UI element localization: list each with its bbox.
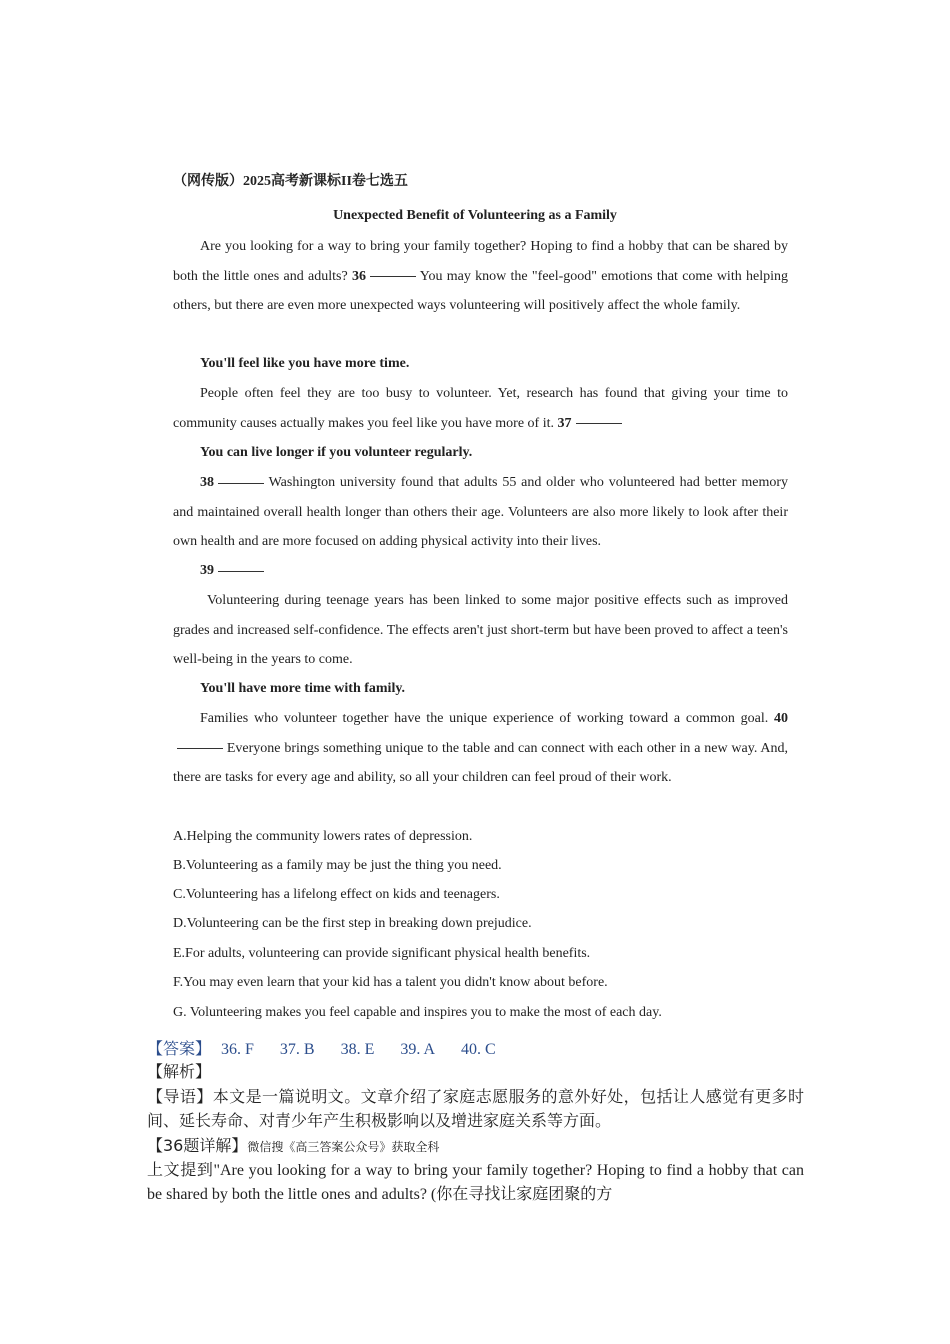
paragraph-family-time-text-a: Families who volunteer together have the unique experience of working toward a common goal. <box>200 711 769 726</box>
detail-36-text: 上文提到"Are you looking for a way to bring your family together? Hoping to find a hobby that can be shared by both the little ones and adults? (你在寻找让家庭团聚的方 <box>147 1162 804 1203</box>
subheading-more-time: You'll feel like you have more time. <box>200 356 410 371</box>
paragraph-live-longer-text: Washington university found that adults 55 and older who volunteered had better memory and maintained overall health longer than others their age. Volunteers are also more likely to look after their own health and are more focused on adding physical activity into their lives. <box>173 475 788 549</box>
question-38-blank <box>218 482 264 484</box>
paragraph-live-longer <box>173 468 788 557</box>
analysis-tag: 【解析】 <box>147 1062 212 1081</box>
option-a: A.Helping the community lowers rates of depression. <box>173 829 473 844</box>
question-37-number: 37 <box>557 415 572 431</box>
question-39-line <box>200 563 264 579</box>
guide-section <box>147 1085 804 1133</box>
guide-tag: 【导语】 <box>147 1087 213 1106</box>
option-g: G. Volunteering makes you feel capable and inspires you to make the most of each day. <box>173 1005 662 1020</box>
question-36-blank <box>370 275 416 277</box>
question-39-number: 39 <box>200 563 214 578</box>
option-c: C.Volunteering has a lifelong effect on kids and teenagers. <box>173 887 500 902</box>
detail-36-tag: 【36题详解】 <box>147 1136 248 1155</box>
question-39-blank <box>218 570 264 572</box>
intro-text-b: You may know the "feel-good" emotions that come with helping others, but there are even more unexpected ways volunteering will positively affect the whole family. <box>173 268 789 313</box>
paragraph-teenagers: Volunteering during teenage years has been linked to some major positive effects such as improved grades and increased self-confidence. The effects aren't just short-term but have been proved to affect a teen's well-being in the years to come. <box>173 593 788 667</box>
subheading-family-time: You'll have more time with family. <box>200 681 406 696</box>
answer-40: 40. C <box>461 1041 496 1058</box>
option-d: D.Volunteering can be the first step in breaking down prejudice. <box>173 916 532 931</box>
option-e: E.For adults, volunteering can provide significant physical health benefits. <box>173 946 591 961</box>
intro-paragraph <box>173 232 788 321</box>
passage-title: Unexpected Benefit of Volunteering as a Family <box>333 208 617 223</box>
paragraph-family-time <box>173 704 788 793</box>
question-40-number: 40 <box>774 711 788 726</box>
guide-text: 本文是一篇说明文。文章介绍了家庭志愿服务的意外好处，包括让人感觉有更多时间、延长寿命、对青少年产生积极影响以及增进家庭关系等方面。 <box>147 1087 804 1130</box>
intro-text-a: Are you looking for a way to bring your family together? Hoping to find a hobby that can be shared by both the little ones and adults? <box>173 239 788 284</box>
exam-heading: （网传版）2025高考新课标II卷七选五 <box>173 174 408 189</box>
option-f: F.You may even learn that your kid has a talent you didn't know about before. <box>173 975 608 990</box>
question-36-number: 36 <box>351 268 366 284</box>
paragraph-more-time-text: People often feel they are too busy to volunteer. Yet, research has found that giving your time to community causes actually makes you feel like you have more of it. <box>173 386 788 431</box>
paragraph-family-time-text-b: Everyone brings something unique to the table and can connect with each other in a new way. And, there are tasks for every age and ability, so all your children can feel proud of their work. <box>173 740 788 785</box>
answer-37: 37. B <box>279 1041 315 1058</box>
answer-key <box>147 1036 518 1059</box>
detail-36-note: 微信搜《高三答案公众号》获取全科 <box>247 1140 440 1154</box>
question-38-number: 38 <box>200 475 214 490</box>
question-40-blank <box>177 747 223 749</box>
answer-38: 38. E <box>340 1041 375 1058</box>
answer-39: 39. A <box>400 1041 436 1058</box>
answer-36: 36. F <box>221 1041 254 1058</box>
subheading-live-longer: You can live longer if you volunteer regularly. <box>200 445 473 460</box>
detail-36-heading <box>147 1134 804 1159</box>
answer-tag: 【答案】 <box>147 1041 212 1058</box>
question-37-blank <box>576 422 622 424</box>
option-b: B.Volunteering as a family may be just the thing you need. <box>173 858 502 873</box>
paragraph-more-time <box>173 379 788 438</box>
